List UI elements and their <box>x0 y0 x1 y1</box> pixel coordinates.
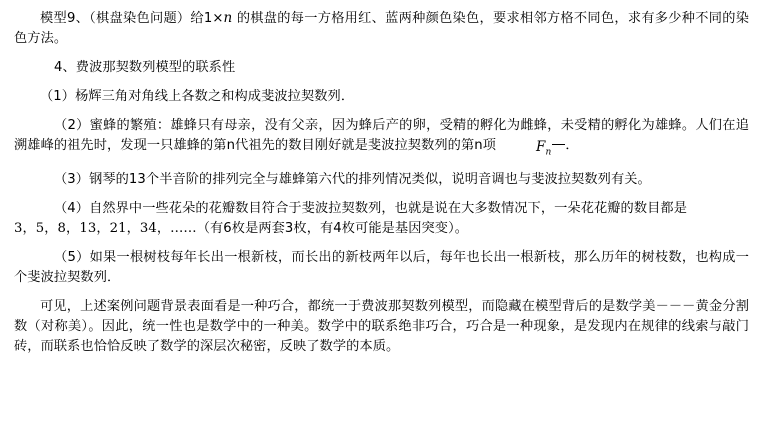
math-symbol-F: F <box>535 139 546 156</box>
text-run: （有6枚是两套3枚，有4枚可能是基因突变）。 <box>196 220 469 236</box>
text-run: （2）蜜蜂的繁殖：雄蜂只有母亲，没有父亲，因为蜂后产的卵，受精的孵化为雌蜂，未受精的孵化为雄蜂。人们在追溯雄峰的祖先时，发现一只雄蜂的第n代祖先的数目刚好就是斐波拉契数列的第n项 <box>14 118 749 154</box>
text-run: 可见，上述案例问题背景表面看是一种巧合，都统一于费波那契数列模型，而隐藏在模型背后的是数学美－－－黄金分割数（对称美）。因此，统一性也是数学中的一种美。数学中的联系绝非巧合，巧合是一种现象，是发现内在规律的线索与敲门砖，而联系也恰恰反映了数学的深层次秘密，反映了数学的本质。 <box>14 298 749 355</box>
math-variable-n: n <box>223 10 233 26</box>
text-run: ． <box>565 138 579 154</box>
paragraph-item-2 <box>14 116 749 160</box>
text-run: 的棋盘的每一方格用红、蓝两种颜色染色，要求相邻方格不同色，求有多少种不同的染色方法。 <box>14 11 749 47</box>
paragraph-item-1 <box>14 87 749 107</box>
paragraph-item-3 <box>14 170 749 190</box>
paragraph-section-heading <box>14 58 749 78</box>
paragraph-item-4-continued <box>14 219 749 239</box>
fraction-bar <box>552 144 565 145</box>
paragraph-model9 <box>14 8 749 49</box>
numeric-sequence: 3，5，8，13，21，34，…… <box>14 220 197 236</box>
text-run: （4）自然界中一些花朵的花瓣数目符合于斐波拉契数列，也就是说在大多数情况下，一朵花花瓣的数目都是 <box>54 200 687 216</box>
section-heading-text: 4、费波那契数列模型的联系性 <box>54 60 236 76</box>
math-subscript-n: n <box>545 147 552 158</box>
paragraph-item-5 <box>14 248 749 288</box>
paragraph-conclusion <box>14 297 749 357</box>
text-run: （5）如果一根树枝每年长出一根新枝，而长出的新枝两年以后，每年也长出一根新枝，那么历年的树枝数，也构成一个斐波拉契数列． <box>14 249 749 285</box>
text-run: 模型9、（棋盘染色问题）给1× <box>40 11 224 26</box>
paragraph-item-4 <box>14 199 749 219</box>
math-formula-fn <box>496 137 565 160</box>
text-run: （3）钢琴的13个半音阶的排列完全与雄蜂第六代的排列情况类似，说明音调也与斐波拉契数列有关。 <box>54 171 651 187</box>
text-run: （1）杨辉三角对角线上各数之和构成斐波拉契数列． <box>40 89 355 105</box>
